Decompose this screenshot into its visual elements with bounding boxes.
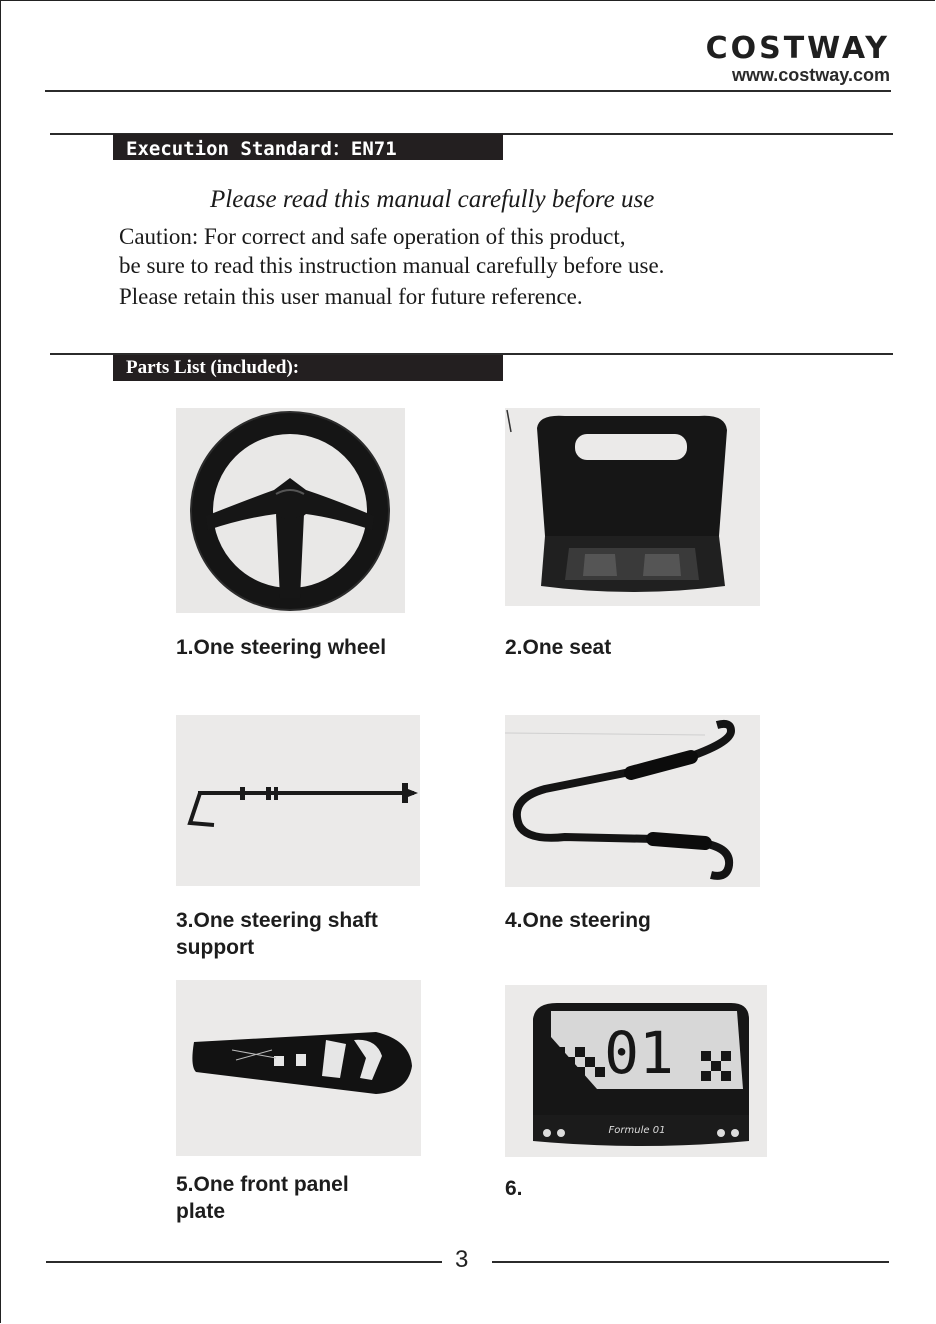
part-caption-5: 5.One front panel plate [176,1173,349,1223]
caution-line-1: Caution: For correct and safe operation of this product, [119,224,626,249]
seat-photo [505,408,760,606]
part-caption-1: 1.One steering wheel [176,636,387,659]
brand-logo [705,31,890,85]
number-plate-photo [505,985,767,1157]
steering-wheel-photo [176,408,405,613]
brand-url: www.costway.com [731,65,890,85]
execution-standard-bar [113,134,503,160]
intro-heading: Please read this manual carefully before use [210,186,655,213]
footer-rule-right [492,1261,889,1263]
steering-shaft-support-photo [176,715,420,886]
caution-line-2: be sure to read this instruction manual carefully before use. [119,253,665,278]
part-caption-2: 2.One seat [505,636,612,659]
plate-number: 01 [604,1019,674,1087]
caution-line-3: Please retain this user manual for future reference. [119,284,583,309]
steering-bar-photo [505,715,760,887]
front-panel-plate-photo [176,980,421,1156]
part-caption-4: 4.One steering [505,909,651,932]
brand-name: COSTWAY [705,31,890,66]
plate-label: Formule 01 [608,1125,666,1136]
parts-list-heading: Parts List (included): [126,357,300,378]
part-caption-6: 6. [505,1177,523,1200]
footer-rule-left [46,1261,442,1263]
execution-standard-label: Execution Standard：EN71 [126,137,397,160]
page-number: 3 [455,1246,469,1273]
parts-list-bar [113,355,503,381]
part-caption-3: 3.One steering shaft support [176,909,378,959]
header-divider [45,90,891,92]
